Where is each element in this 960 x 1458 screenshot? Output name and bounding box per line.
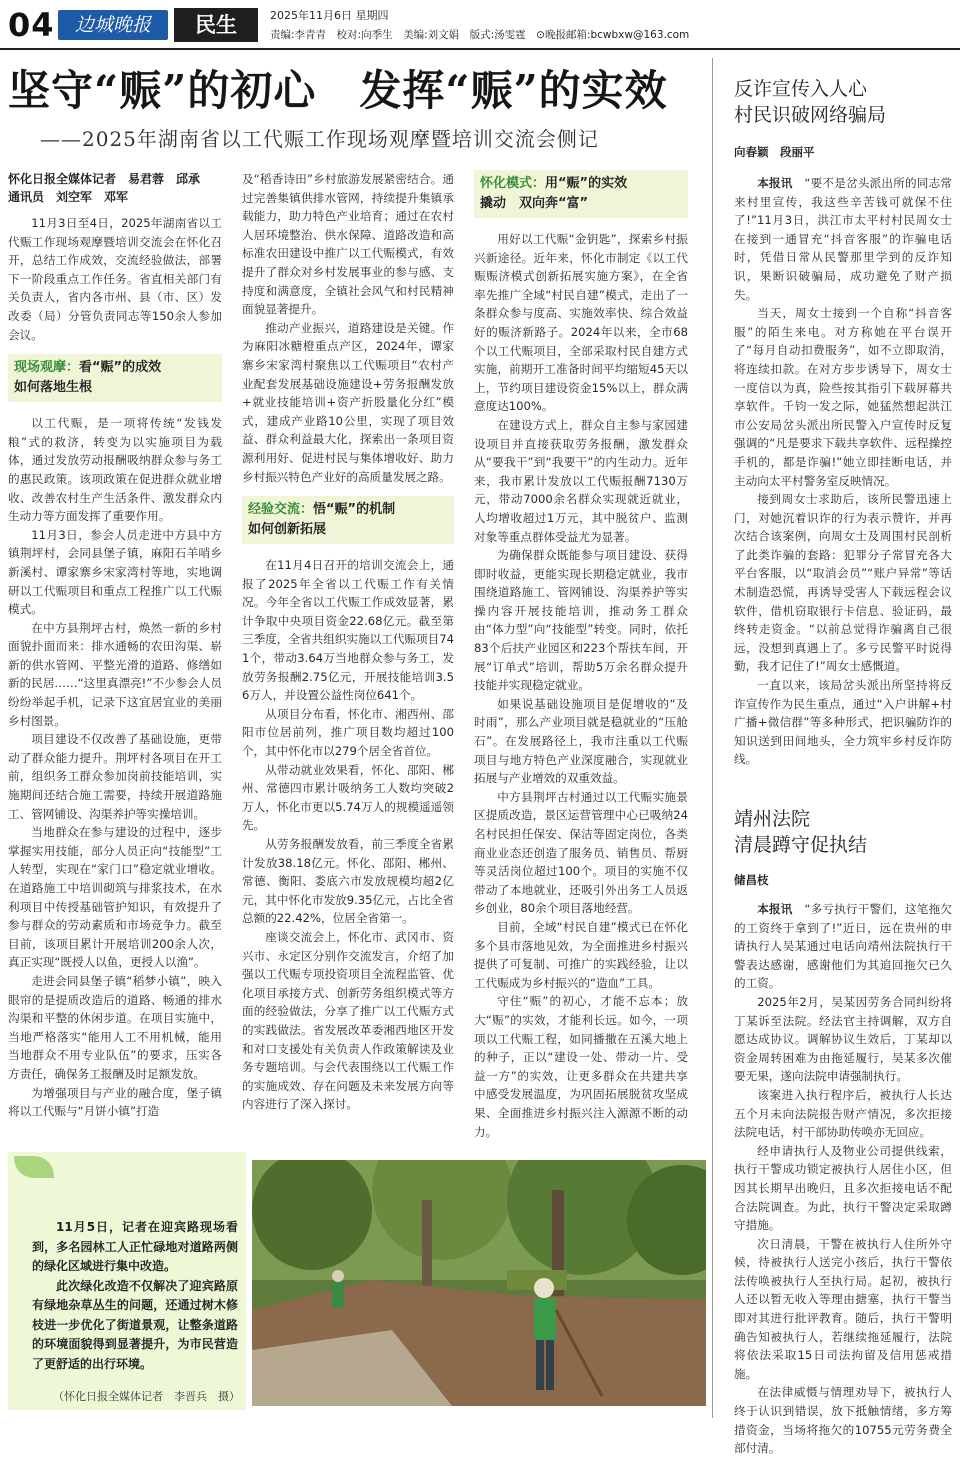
worker-figure (332, 1270, 344, 1308)
section-label-2: 经验交流： (248, 502, 314, 518)
staff-line: 责编:李青青 校对:向季生 美编:刘文娟 版式:汤雯霆 ⊙晚报邮箱:bcwbxw@163.com (270, 29, 690, 41)
photo-caption: 11月5日，记者在迎宾路现场看到，多名园林工人正忙碌地对道路两侧的绿化区域进行集中改造。 (32, 1220, 238, 1273)
section-heading-3: 怀化模式：用“赈”的实效 撬动 双向奔“富” (474, 170, 688, 218)
paragraph: 2025年2月，吴某因劳务合同纠纷将丁某诉至法院。经法官主持调解，双方自愿达成协议。调解协议生效后，丁某却以资金周转困难为由拖延履行，吴某多次催要无果，遂向法院申请强制执行。 (734, 994, 952, 1084)
side-article-author: 储昌枝 (734, 873, 769, 887)
paragraph: 走进会同县堡子镇“稻梦小镇”，映入眼帘的是提质改造后的道路、畅通的排水沟渠和平整的休闲步道。在项目实施中，当地严格落实“能用人工不用机械，能用当地群众不用专业队伍”的要求，压实各方责任，确保务工报酬及时足额发放。 (8, 973, 222, 1081)
paragraph: 11月3日，参会人员走进中方县中方镇荆坪村，会同县堡子镇，麻阳石羊哨乡新溪村、谭家寨乡宋家湾村等地，实地调研以工代赈项目和重点工程推广以工代赈模式。 (8, 527, 222, 617)
paragraph: 接到周女士求助后，该所民警迅速上门，对她沉着识诈的行为表示赞许，并再次结合该案例，向周女士及周围村民剖析了此类诈骗的套路：犯罪分子常冒充各大平台客服，以“取消会员”“账户异常”等话术制造恐慌，再诱导受害人下载远程会议软件，借机窃取银行卡信息、验证码，最终转走资金。“以前总觉得诈骗离自己很远，没想到真遇上了。多亏民警平时说得勤，我才记住了!”周女士感慨道。 (734, 492, 952, 674)
article-column-2 (242, 170, 454, 1114)
newspaper-logo: 边城晚报 (58, 10, 168, 40)
lead-tag: 本报讯 (757, 902, 793, 916)
lead-tag: 本报讯 (757, 176, 793, 190)
leaf-decoration-icon (14, 1156, 54, 1178)
paragraph: 从劳务报酬发放看，前三季度全省累计发放38.18亿元。怀化、邵阳、郴州、常德、衡阳、娄底六市发放规模均超2亿元，其中怀化市发放9.35亿元，占比全省总额的22.42%，位居全省第一。 (242, 837, 454, 926)
news-photo (252, 1160, 706, 1406)
side-article-title: 村民识破网络骗局 (734, 104, 887, 126)
byline-correspondents: 通讯员 刘空军 邓军 (8, 190, 129, 204)
paragraph: 及“稻香诗田”乡村旅游发展紧密结合。通过完善集镇供排水管网，持续提升集镇承载能力，助力特色产业培育；通过在农村人居环境整治、供水保障、道路改造和高标准农田建设中推广以工代赈模式，有效提升了群众对乡村发展事业的参与感、支持度和满意度，全镇社会风气和村民精神面貌显著提升。 (242, 172, 454, 317)
section-label: 民生 (174, 8, 258, 42)
paragraph: 中方县荆坪古村通过以工代赈实施景区提质改造，景区运营管理中心已吸纳24名村民担任保安、保洁等固定岗位，各类商业业态还创造了服务员、销售员、帮厨等灵活岗位超过100个。项目的实施不仅带动了本地就业，还吸引外出务工人员返乡创业，80余个项目落地经营。 (474, 789, 688, 916)
paragraph: 在法律威慑与情理劝导下，被执行人终于认识到错误，放下抵触情绪，多方筹措资金，当场将拖欠的10755元劳务费全部付清。 (734, 1385, 952, 1456)
side-article-title: 反诈宣传入人心 (734, 78, 868, 100)
side-article-title: 靖州法院 (734, 808, 811, 830)
paragraph: 一直以来，该局岔头派出所坚持将反诈宣传作为民生重点，通过“入户讲解+村广播+微信群”等多种形式，把识骗防诈的知识送到田间地头，全力筑牢乡村反诈防线。 (734, 678, 952, 767)
paragraph: 经申请执行人及物业公司提供线索，执行干警成功锁定被执行人居住小区，但因其长期早出晚归，且多次拒接电话不配合法院调查。为此，执行干警决定采取蹲守措施。 (734, 1143, 952, 1233)
paragraph: 在11月4日召开的培训交流会上，通报了2025年全省以工代赈工作有关情况。今年全省以工代赈工作成效显著，累计争取中央项目资金22.68亿元。截至第三季度，全省共组织实施以工代赈项目741个，带动3.64万当地群众参与务工，发放劳务报酬2.75亿元，开展技能培训3.56万人，并设置公益性岗位641个。 (242, 558, 454, 703)
byline-reporters: 怀化日报全媒体记者 易君蓉 邱承 (8, 172, 201, 186)
photo-credit: （怀化日报全媒体记者 李晋兵 摄） (53, 1390, 240, 1403)
main-subhead: ——2025年湖南省以工代赈工作现场观摩暨培训交流会侧记 (40, 127, 599, 151)
paragraph: 从带动就业效果看，怀化、邵阳、郴州、常德四市累计吸纳务工人数均突破2万人，怀化市更以5.74万人的规模遥遥领先。 (242, 762, 454, 833)
paragraph: 如果说基础设施项目是促增收的“及时雨”，那么产业项目就是稳就业的“压舱石”。在发展路径上，我市注重以工代赈项目与地方特色产业深度融合，实现就业拓展与产业增效的双重效益。 (474, 696, 688, 786)
paragraph: 当地群众在参与建设的过程中，逐步掌握实用技能，部分人员正向“技能型”工人转型，实现在“家门口”稳定就业增收。在道路施工中培训砌筑与排浆技术，在水利项目中传授基础管护知识，有效提升了参与群众的劳动素质和市场竞争力。截至目前，该项目累计开展培训200余人次，真正实现“既授人以鱼，更授人以渔”。 (8, 825, 222, 970)
side-article-author: 向春颖 段丽平 (734, 145, 815, 159)
paragraph: 以工代赈，是一项将传统“发钱发粮”式的救济，转变为以实施项目为载体，通过发放劳动报酬吸纳群众参与务工的惠民政策。该项政策在促进群众就业增收、改善农村生产生活条件、激发群众内生动力等方面发挥了重要作用。 (8, 416, 222, 524)
masthead-rule (0, 48, 960, 50)
paragraph: 用好以工代赈“金钥匙”，探索乡村振兴新途径。近年来，怀化市制定《以工代赈赈济模式创新拓展实施方案》，在全省率先推广全域“村民自建”模式，走出了一条群众参与度高、实施效率快、综合效益好的赈济新路子。2024年以来，全市68个以工代赈项目，全部采取村民自建方式实施，前期开工准备时间平均缩短45天以上，节约项目建设资金15%以上，群众满意度达100%。 (474, 232, 688, 414)
paragraph: 在建设方式上，群众自主参与家园建设项目并直接获取劳务报酬，激发群众从“要我干”到“我要干”的内生动力。近年来，我市累计发放以工代赈报酬7130万元，带动7000余名群众实现就近就业，人均增收超过1万元，其中脱贫户、监测对象等重点群体受益尤为显著。 (474, 417, 688, 544)
paragraph: “要不是岔头派出所的同志常来村里宣传，我这些辛苦钱可就保不住了!”11月3日，洪江市太平村村民周女士在接到一通冒充“抖音客服”的诈骗电话时，凭借日常从民警那里学到的反诈知识，果断识破骗局，成功避免了财产损失。 (734, 176, 952, 302)
paragraph: 项目建设不仅改善了基础设施，更带动了群众能力提升。荆坪村各项目在开工前，组织务工群众参加岗前技能培训，实施期间还结合施工需要，持续开展道路施工、管网铺设、沟渠养护等实操培训。 (8, 732, 222, 821)
section-heading-2: 经验交流：悟“赈”的机制 如何创新拓展 (242, 496, 454, 544)
photo-caption-box (8, 1152, 246, 1410)
article-column-1 (8, 170, 222, 1121)
section-label-1: 现场观摩： (14, 360, 80, 376)
paragraph: “多亏执行干警们，这笔拖欠的工资终于拿到了!”近日，远在贵州的申请执行人吴某通过电话向靖州法院执行干警表达感谢，感谢他们为其追回拖欠已久的工资。 (734, 902, 952, 991)
paragraph: 当天，周女士接到一个自称“抖音客服”的陌生来电。对方称她在平台误开了“每月自动扣费服务”，如不立即取消，将连续扣款。在对方步步诱导下，周女士一度信以为真，险些按其指引下载屏幕共享软件。千钧一发之际，她猛然想起洪江市公安局岔头派出所民警入户宣传时反复强调的“凡是要求下载共享软件、远程操控手机的，都是诈骗!”她立即挂断电话，并主动向太平村警务室反映情况。 (734, 306, 952, 488)
paragraph: 在中方县荆坪古村，焕然一新的乡村面貌扑面而来：排水通畅的农田沟渠、崭新的供水管网、平整光滑的道路、修缮如新的民居……“这里真漂亮!”不少参会人员纷纷举起手机，记录下这宜居宜业的美丽乡村图景。 (8, 620, 222, 728)
photo-illustration (252, 1160, 706, 1406)
section-heading-1: 现场观摩：看“赈”的成效 如何落地生根 (8, 354, 222, 402)
paragraph: 次日清晨，干警在被执行人住所外守候，待被执行人送完小孩后，执行干警依法传唤被执行人至执行局。起初，被执行人还以暂无收入等理由搪塞，执行干警当即对其进行批评教育。随后，执行干警明确告知被执行人，若继续拖延履行，法院将依法采取15日司法拘留及信用惩戒措施。 (734, 1236, 952, 1381)
paragraph: 从项目分布看，怀化市、湘西州、邵阳市位居前列，推广项目数均超过100个，其中怀化市以279个居全省首位。 (242, 706, 454, 759)
page-number: 04 (8, 6, 55, 44)
issue-date: 2025年11月6日 星期四 (270, 9, 389, 22)
paragraph: 为增强项目与产业的融合度，堡子镇将以工代赈与“月饼小镇”打造 (8, 1085, 222, 1119)
paragraph: 座谈交流会上，怀化市、武冈市、资兴市、永定区分别作交流发言，介绍了加强以工代赈专项投资项目全流程监管、优化项目承接方式、创新劳务组织模式等方面的经验做法，分享了推广以工代赈方式的实践做法。省发展改革委湘西地区开发和对口支援处有关负责人作政策解读及业务专题培训。与会代表围绕以工代赈工作的实施成效、存在问题及未来发展方向等内容进行了深入探讨。 (242, 929, 454, 1112)
side-article-title: 清晨蹲守促执结 (734, 834, 868, 856)
paragraph: 目前，全域“村民自建”模式已在怀化多个县市落地见效，为全面推进乡村振兴提供了可复制、可推广的实践经验，让以工代赈成为乡村振兴的“造血”工具。 (474, 919, 688, 990)
side-article-anti-fraud (734, 76, 952, 769)
section-label-3: 怀化模式： (480, 176, 546, 191)
article-column-3 (474, 170, 688, 1141)
paragraph: 为确保群众既能参与项目建设、获得即时收益，更能实现长期稳定就业，我市围绕道路施工、管网铺设、沟渠养护等实操内容开展技能培训，推动务工群众由“体力型”向“技能型”转变。同时，依托83个后扶产业园区和223个帮扶车间，开展“订单式”培训，帮助5万余名群众提升技能并实现稳定就业。 (474, 548, 688, 693)
intro-paragraph: 11月3日至4日，2025年湖南省以工代赈工作现场观摩暨培训交流会在怀化召开，总结工作成效，交流经验做法，部署下一阶段重点工作任务。省直相关部门有关负责人，省内各市州、县（市、区）发改委（局）分管负责同志等150余人参加会议。 (8, 216, 222, 342)
main-headline: 坚守“赈”的初心 发挥“赈”的实效 (8, 66, 668, 115)
paragraph: 推动产业振兴，道路建设是关键。作为麻阳冰糖橙重点产区，2024年，谭家寨乡宋家湾村聚焦以工代赈项目“农村产业配套发展基础设施建设+劳务报酬发放+就业技能培训+资产折股量化分红”模式，建成产业路10公里，实现了项目效益、群众利益最大化，探索出一条项目资源利用好、促进村民与集体增收好、助力乡村振兴特色产业好的高质量发展之路。 (242, 320, 454, 484)
photo-caption: 此次绿化改造不仅解决了迎宾路原有绿地杂草丛生的问题，还通过树木修枝进一步优化了街道景观，让整条道路的环境面貌得到显著提升，为市民营造了更舒适的出行环境。 (32, 1278, 238, 1371)
column-divider (712, 58, 713, 1418)
paragraph: 守住“赈”的初心，才能不忘本；放大“赈”的实效，才能利长远。如今，一项项以工代赈工程，如同播撒在五溪大地上的种子，正以“建设一处、带动一片、受益一方”的实效，让更多群众在共建共享中感受发展温度，为巩固拓展脱贫攻坚成果、全面推进乡村振兴注入源源不断的动力。 (474, 994, 688, 1139)
side-article-court (734, 806, 952, 1458)
paragraph: 该案进入执行程序后，被执行人长达五个月未向法院报告财产情况，多次拒接法院电话，村干部协助传唤亦无回应。 (734, 1087, 952, 1140)
